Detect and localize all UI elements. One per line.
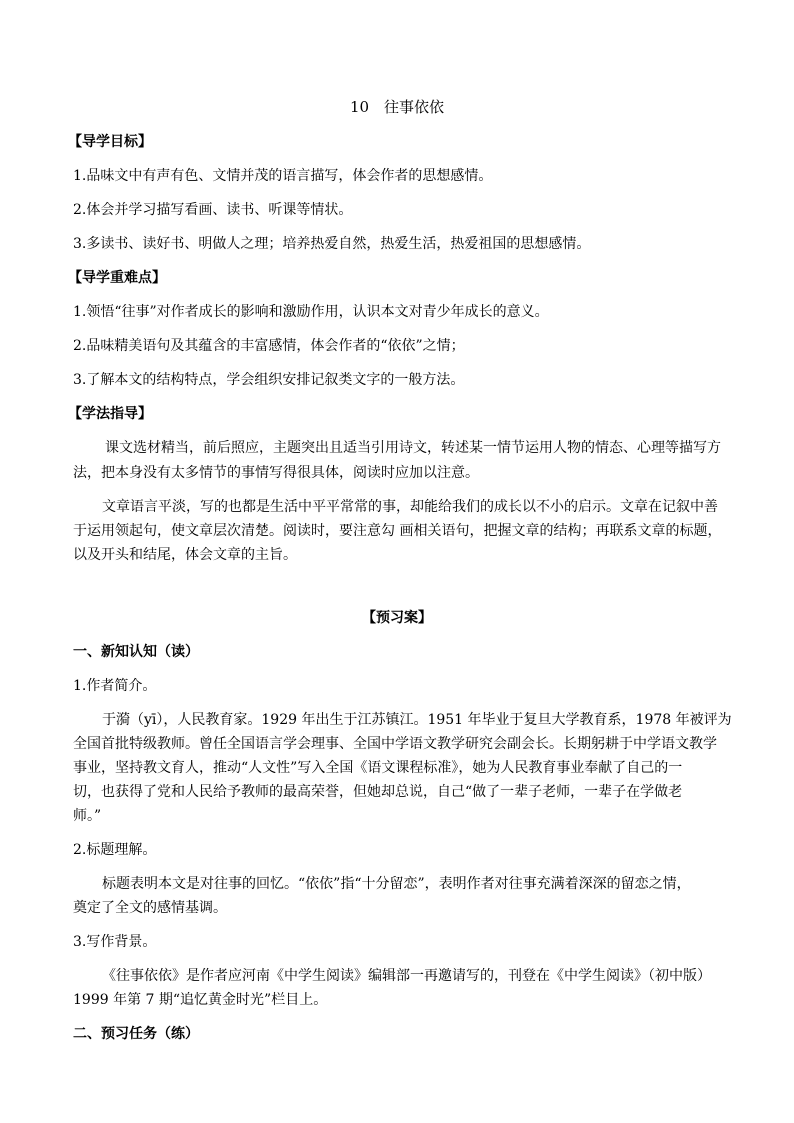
- guidance-paragraph-line: 于运用领起句，使文章层次清楚。阅读时，要注意勾 画相关语句，把握文章的结构；再联系文章的标题，: [73, 523, 722, 539]
- key-point-item: 1.领悟“往事”对作者成长的影响和激励作用，认识本文对青少年成长的意义。: [73, 304, 549, 320]
- author-intro-line: 师。”: [73, 808, 102, 824]
- objective-item: 2.体会并学习描写看画、读书、听课等情状。: [73, 202, 353, 218]
- title-meaning-line: 奠定了全文的感情基调。: [73, 900, 227, 916]
- author-intro-line: 于漪（yī），人民教育家。1929 年出生于江苏镇江。1951 年毕业于复旦大学教育系，1978 年被评为: [102, 712, 732, 728]
- guidance-paragraph-line: 课文选材精当，前后照应，主题突出且适当引用诗文，转述某一情节运用人物的情态、心理等描写方: [105, 440, 721, 456]
- title-meaning-line: 标题表明本文是对往事的回忆。“依依”指“十分留恋”，表明作者对往事充满着深深的留恋之情，: [102, 876, 691, 892]
- objectives-heading: 【导学目标】: [68, 134, 152, 150]
- guidance-paragraph-line: 法，把本身没有太多情节的事情写得很具体，阅读时应加以注意。: [73, 465, 479, 481]
- background-line: 《往事依依》是作者应河南《中学生阅读》编辑部一再邀请写的，刊登在《中学生阅读》（初中版）: [102, 968, 711, 984]
- author-intro-line: 全国首批特级教师。曾任全国语言学会理事、全国中学语文教学研究会副会长。长期躬耕于中学语文教学: [73, 736, 717, 752]
- guidance-paragraph-line: 以及开头和结尾，体会文章的主旨。: [73, 547, 297, 563]
- author-intro-line: 事业，坚持教文育人，推动“人文性”写入全国《语文课程标准》，她为人民教育事业奉献了自己的一: [73, 760, 683, 776]
- background-line: 1999 年第 7 期“追忆黄金时光”栏目上。: [73, 992, 328, 1008]
- guidance-paragraph-line: 文章语言平淡，写的也都是生活中平平常常的事，却能给我们的成长以不小的启示。文章在记叙中善: [102, 499, 718, 515]
- objective-item: 1.品味文中有声有色、文情并茂的语言描写，体会作者的思想感情。: [73, 168, 493, 184]
- objective-item: 3.多读书、读好书、明做人之理；培养热爱自然，热爱生活，热爱祖国的思想感情。: [73, 236, 591, 252]
- key-point-item: 3.了解本文的结构特点，学会组织安排记叙类文字的一般方法。: [73, 372, 465, 388]
- page-title: 10 往事依依: [349, 98, 445, 116]
- key-points-heading: 【导学重难点】: [68, 270, 166, 286]
- item3-label: 3.写作背景。: [73, 934, 157, 950]
- key-point-item: 2.品味精美语句及其蕴含的丰富感情，体会作者的“依依”之情；: [73, 338, 465, 354]
- part1-heading: 一、新知认知（读）: [73, 644, 199, 660]
- item2-label: 2.标题理解。: [73, 842, 157, 858]
- preview-heading: 【预习案】: [362, 610, 432, 626]
- author-intro-line: 切，也获得了党和人民给予教师的最高荣誉，但她却总说，自己“做了一辈子老师，一辈子在学做老: [73, 784, 683, 800]
- item1-label: 1.作者简介。: [73, 678, 157, 694]
- part2-heading: 二、预习任务（练）: [73, 1026, 199, 1042]
- guidance-heading: 【学法指导】: [68, 406, 152, 422]
